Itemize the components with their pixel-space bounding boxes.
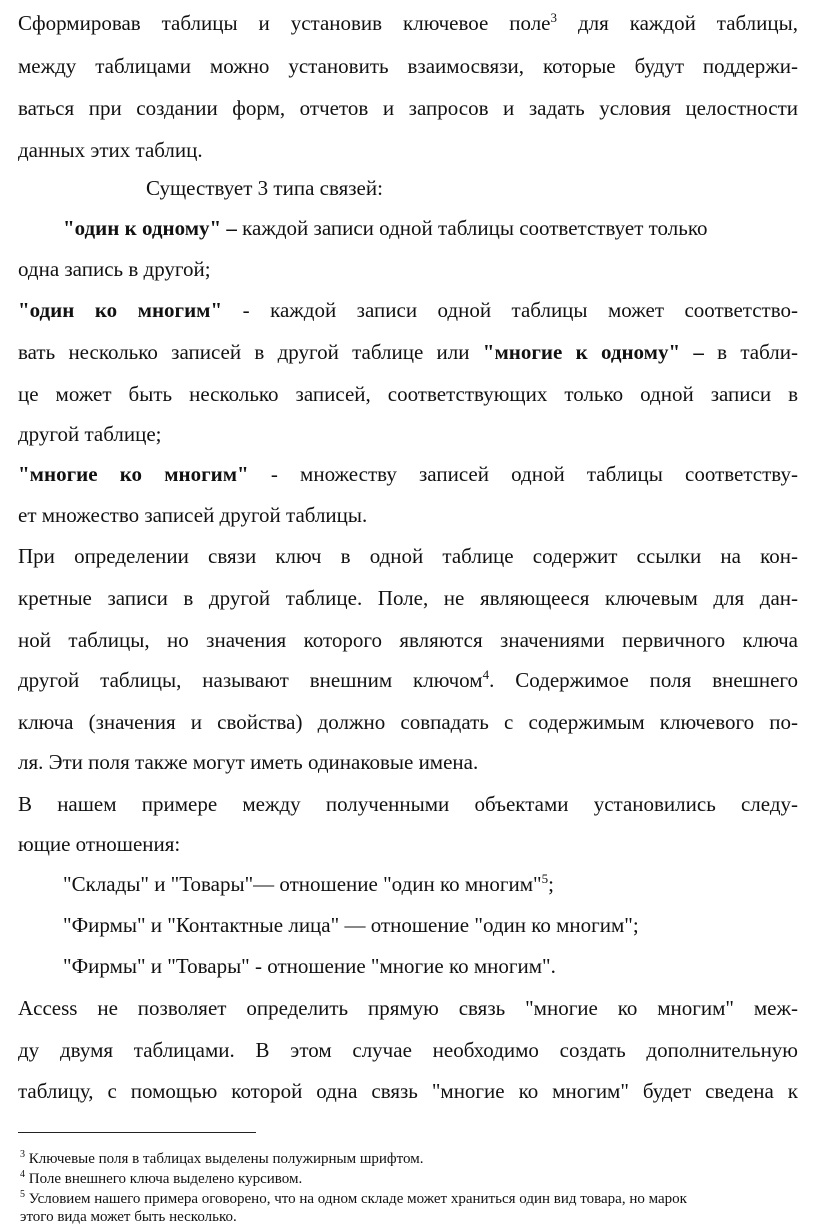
- bold-term: "многие к одному" –: [482, 340, 704, 364]
- bold-term: "один ко многим": [18, 298, 223, 322]
- text-line: другой таблицы, называют внешним ключом$^4$. Содержимое поля внешнего: [18, 667, 798, 692]
- text-line: ключа (значения и свойства) должно совпадать с содержимым ключевого по-: [18, 710, 798, 734]
- text-line: В нашем примере между полученными объектами установились следу-: [18, 792, 798, 816]
- text-line: ет множество записей другой таблицы.: [18, 503, 368, 527]
- text-line: Access не позволяет определить прямую связь "многие ко многим" меж-: [18, 996, 798, 1020]
- text-line: Существует 3 типа связей:: [146, 176, 383, 200]
- text-line: "Фирмы" и "Контактные лица" — отношение "один ко многим";: [63, 913, 639, 937]
- text-line: между таблицами можно установить взаимосвязи, которые будут поддержи-: [18, 54, 798, 78]
- text-line: данных этих таблиц.: [18, 138, 203, 162]
- text-line: кретные записи в другой таблице. Поле, не являющееся ключевым для дан-: [18, 586, 798, 610]
- footnote-ref[interactable]: 3: [550, 10, 558, 25]
- text-line: вать несколько записей в другой таблице или "многие к одному" – в табли-: [18, 340, 798, 364]
- footnote-separator: [18, 1132, 256, 1133]
- footnote: этого вида может быть несколько.: [20, 1209, 237, 1225]
- footnote-ref[interactable]: 4: [482, 667, 490, 682]
- text-line: ющие отношения:: [18, 832, 181, 856]
- text-line: "Склады" и "Товары"— отношение "один ко многим"$^5$;: [63, 871, 554, 896]
- text-line: "один к одному" – каждой записи одной таблицы соответствует только: [63, 216, 708, 240]
- text-line: ду двумя таблицами. В этом случае необходимо создать дополнительную: [18, 1038, 798, 1062]
- text-line: другой таблице;: [18, 422, 162, 446]
- text-line: одна запись в другой;: [18, 257, 211, 281]
- footnote: $^3$ Ключевые поля в таблицах выделены полужирным шрифтом.: [20, 1149, 424, 1167]
- text-line: ля. Эти поля также могут иметь одинаковые имена.: [18, 750, 479, 774]
- text-line: При определении связи ключ в одной таблице содержит ссылки на кон-: [18, 544, 798, 568]
- bold-term: "многие ко многим": [18, 462, 249, 486]
- text-line: це может быть несколько записей, соответствующих только одной записи в: [18, 382, 798, 406]
- footnote: $^4$ Поле внешнего ключа выделено курсивом.: [20, 1169, 303, 1187]
- text-line: "один ко многим" - каждой записи одной таблицы может соответство-: [18, 298, 798, 322]
- text-line: Сформировав таблицы и установив ключевое поле$^3$ для каждой таблицы,: [18, 10, 798, 35]
- text-line: ваться при создании форм, отчетов и запросов и задать условия целостности: [18, 96, 798, 120]
- text-line: таблицу, с помощью которой одна связь "многие ко многим" будет сведена к: [18, 1079, 798, 1103]
- bold-term: "один к одному" –: [63, 216, 237, 240]
- text-line: "многие ко многим" - множеству записей одной таблицы соответству-: [18, 462, 798, 486]
- footnote: $^5$ Условием нашего примера оговорено, что на одном складе может храниться один вид товара, но марок: [20, 1189, 687, 1207]
- footnote-ref[interactable]: 5: [541, 871, 549, 886]
- text-line: ной таблицы, но значения которого являются значениями первичного ключа: [18, 628, 798, 652]
- text-line: "Фирмы" и "Товары" - отношение "многие ко многим".: [63, 954, 556, 978]
